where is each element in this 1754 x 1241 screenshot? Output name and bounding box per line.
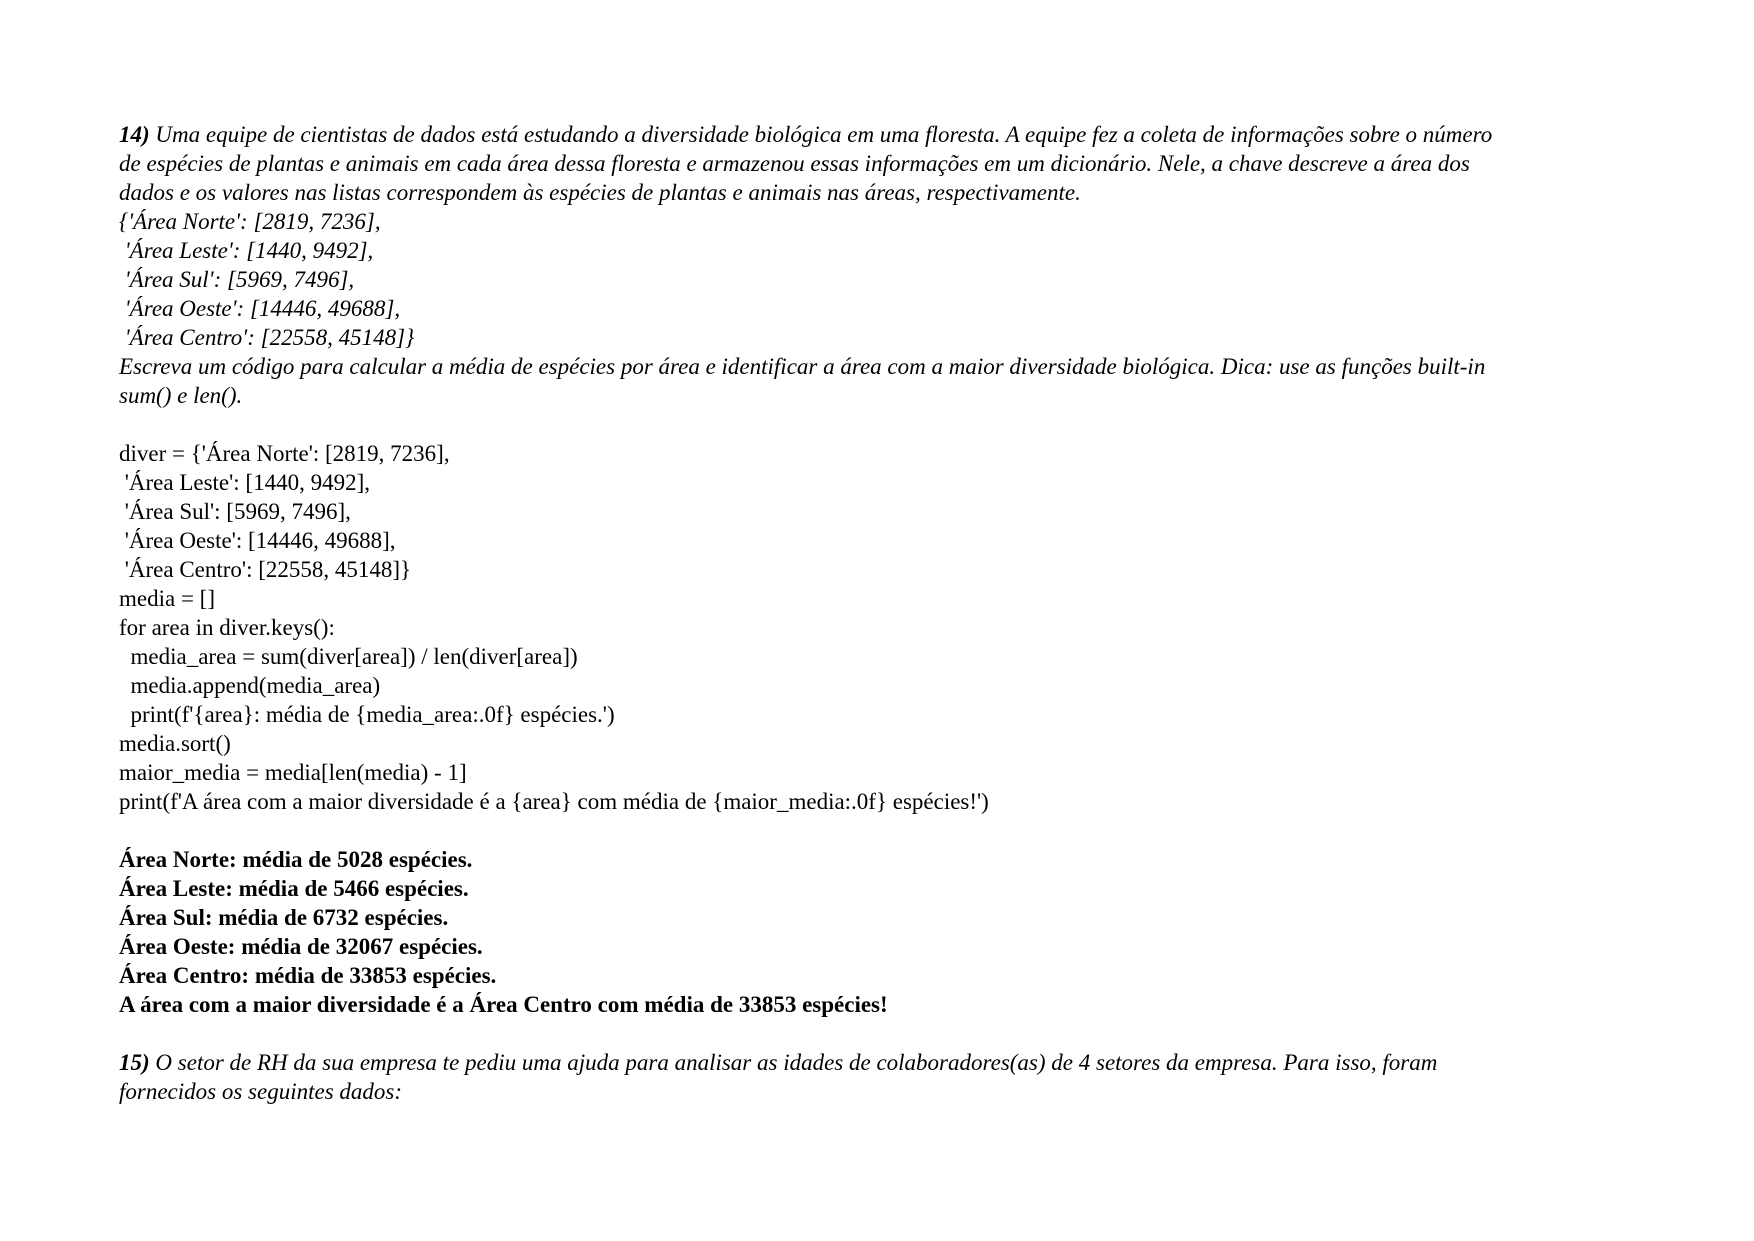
dict-line: 'Área Leste': [1440, 9492], xyxy=(119,238,374,263)
question-15-prompt xyxy=(119,1048,1639,1106)
spacer xyxy=(119,1019,1639,1048)
question-14-prompt xyxy=(119,120,1639,207)
question-15-line-1 xyxy=(119,1048,1639,1077)
task-line: sum() e len(). xyxy=(119,383,243,408)
code-line: print(f'A área com a maior diversidade é a {area} com média de {maior_media:.0f} espécies!') xyxy=(119,789,989,814)
code-line: 'Área Centro': [22558, 45148]} xyxy=(119,557,412,582)
code-line: for area in diver.keys(): xyxy=(119,615,335,640)
code-line: media_area = sum(diver[area]) / len(diver[area]) xyxy=(119,644,578,669)
question-15-line-2: fornecidos os seguintes dados: xyxy=(119,1079,403,1104)
code-line: print(f'{area}: média de {media_area:.0f} espécies.') xyxy=(119,702,615,727)
question-15-text: O setor de RH da sua empresa te pediu uma ajuda para analisar as idades de colaboradores(as) de 4 setores da empresa. Para isso, foram xyxy=(149,1050,1438,1075)
question-14-output xyxy=(119,845,1639,1019)
spacer xyxy=(119,410,1639,439)
question-14-number: 14) xyxy=(119,122,150,147)
dict-line: 'Área Centro': [22558, 45148]} xyxy=(119,325,415,350)
code-line: media = [] xyxy=(119,586,215,611)
code-line: maior_media = media[len(media) - 1] xyxy=(119,760,467,785)
code-line: media.sort() xyxy=(119,731,231,756)
output-line: Área Leste: média de 5466 espécies. xyxy=(119,876,469,901)
document-page xyxy=(119,120,1639,1106)
question-15-number: 15) xyxy=(119,1050,150,1075)
dict-line: 'Área Sul': [5969, 7496], xyxy=(119,267,355,292)
output-line: Área Sul: média de 6732 espécies. xyxy=(119,905,449,930)
output-line: A área com a maior diversidade é a Área Centro com média de 33853 espécies! xyxy=(119,992,888,1017)
dict-line: {'Área Norte': [2819, 7236], xyxy=(119,209,381,234)
output-line: Área Norte: média de 5028 espécies. xyxy=(119,847,473,872)
question-14-line-1 xyxy=(119,120,1639,149)
task-line: Escreva um código para calcular a média de espécies por área e identificar a área com a maior diversidade biológica. Dica: use as funções built-in xyxy=(119,354,1486,379)
code-line: 'Área Sul': [5969, 7496], xyxy=(119,499,351,524)
question-14-line-2: de espécies de plantas e animais em cada área dessa floresta e armazenou essas informações em um dicionário. Nele, a chave descreve a área dos xyxy=(119,151,1470,176)
code-line: media.append(media_area) xyxy=(119,673,381,698)
question-14-code xyxy=(119,439,1639,816)
spacer xyxy=(119,816,1639,845)
code-line: 'Área Oeste': [14446, 49688], xyxy=(119,528,396,553)
question-14-text: Uma equipe de cientistas de dados está estudando a diversidade biológica em uma floresta. A equipe fez a coleta de informações sobre o número xyxy=(149,122,1493,147)
output-line: Área Centro: média de 33853 espécies. xyxy=(119,963,497,988)
question-14-dictionary xyxy=(119,207,1639,352)
output-line: Área Oeste: média de 32067 espécies. xyxy=(119,934,483,959)
dict-line: 'Área Oeste': [14446, 49688], xyxy=(119,296,401,321)
question-14-task xyxy=(119,352,1639,410)
question-14-line-3: dados e os valores nas listas correspondem às espécies de plantas e animais nas áreas, respectivamente. xyxy=(119,180,1081,205)
code-line: 'Área Leste': [1440, 9492], xyxy=(119,470,370,495)
code-line: diver = {'Área Norte': [2819, 7236], xyxy=(119,441,450,466)
